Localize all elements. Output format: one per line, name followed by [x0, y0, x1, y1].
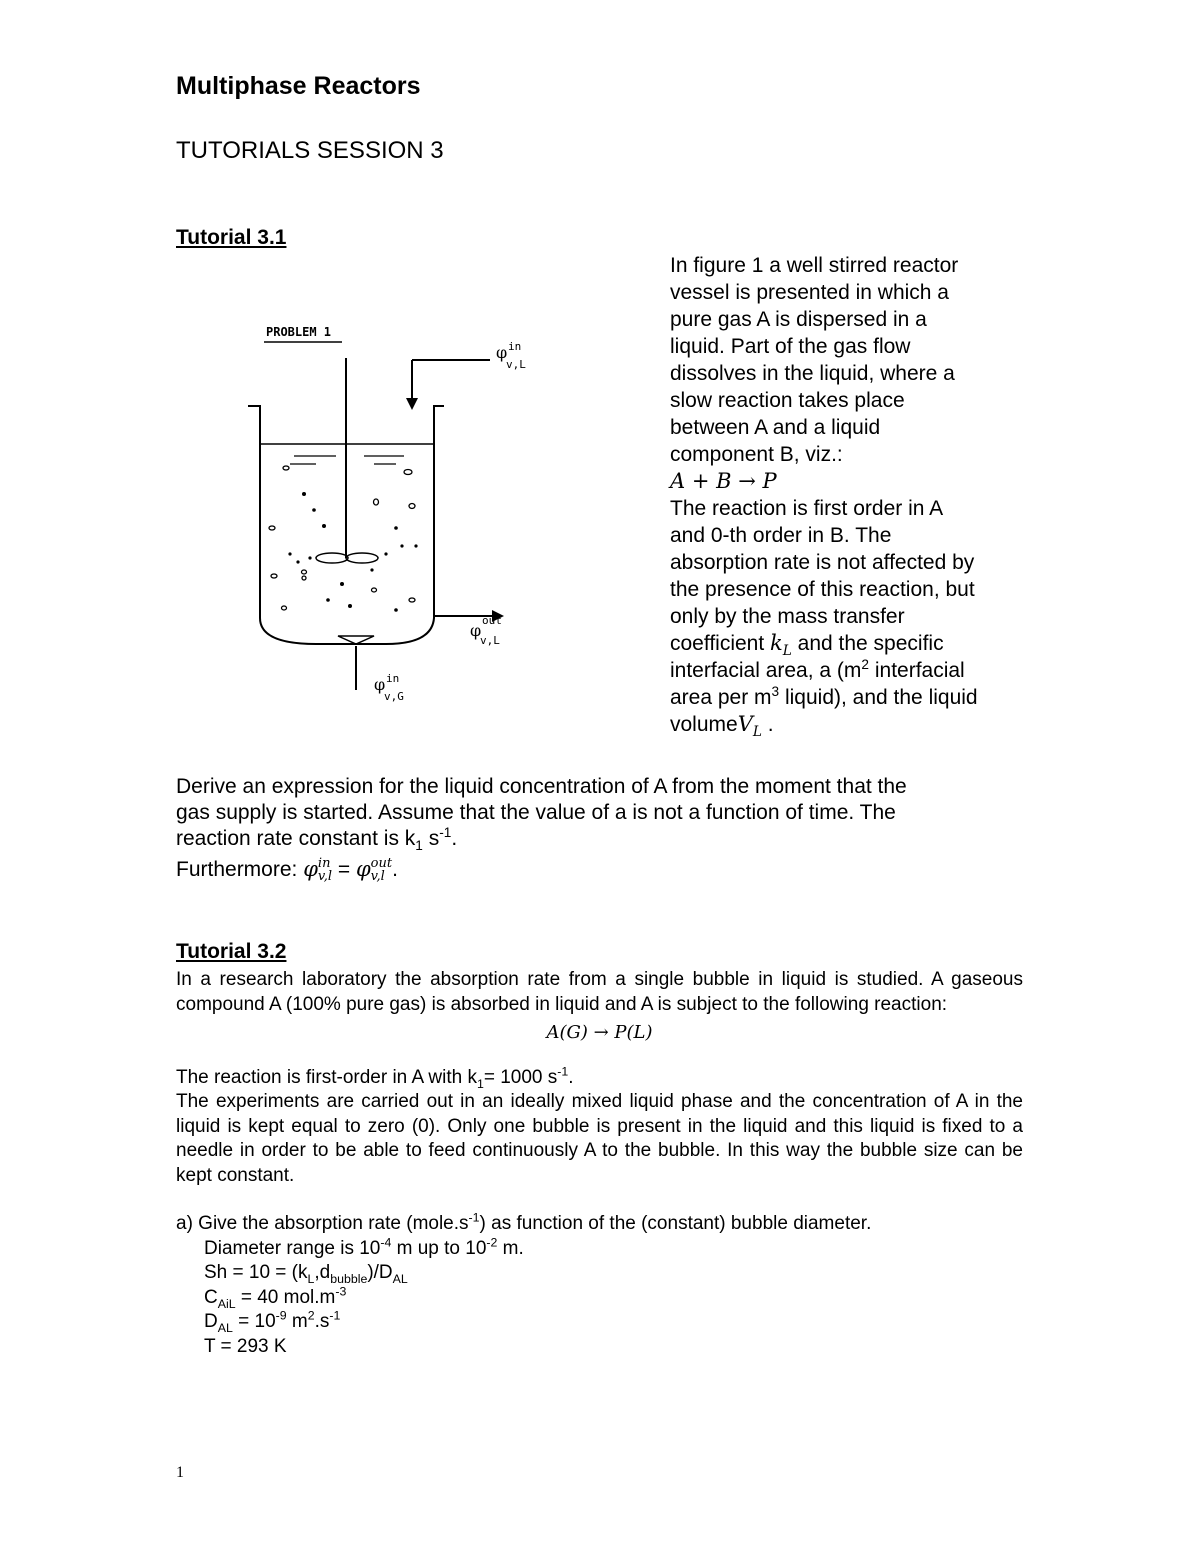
description-line: dissolves in the liquid, where a — [670, 362, 955, 385]
tutorial-3-1-task — [176, 774, 1026, 883]
document-title: Multiphase Reactors — [176, 72, 421, 100]
description-line: vessel is presented in which a — [670, 281, 949, 304]
description-line: absorption rate is not affected by — [670, 551, 975, 574]
description-line: The reaction is first order in A — [670, 497, 944, 520]
rate-constant-line: The reaction is first-order in A with $k_1= 1000$ $s^{-1}$. — [176, 1064, 574, 1091]
description-line: pure gas A is dispersed in a — [670, 308, 927, 331]
sherwood-number: $Sh = 10 = (k_L,d_{bubble})/D_{AL}$ — [204, 1262, 408, 1286]
tutorial-3-2-heading: Tutorial 3.2 — [176, 940, 287, 963]
description-line: only by the mass transfer — [670, 605, 905, 628]
task-line: Derive an expression for the liquid concentration of A from the moment that the — [176, 775, 907, 798]
svg-text:v,L: v,L — [506, 358, 526, 371]
diffusivity: $D_{AL} = 10^{-9}$ $m^2.s^{-1}$ — [204, 1308, 341, 1335]
svg-text:φ: φ — [496, 343, 508, 362]
interface-concentration: $C_{AiL} = 40$ $mol.m^{-3}$ — [204, 1284, 347, 1311]
dispersed-droplets — [288, 492, 417, 612]
gas-bubbles — [269, 466, 415, 610]
reaction-equation: A + B → P — [670, 469, 777, 493]
reaction-equation: A(G) → P(L) — [546, 1022, 653, 1043]
impeller-blade-right — [346, 553, 378, 563]
task-line: gas supply is started. Assume that the value of a is not a function of time. The — [176, 801, 896, 824]
description-line: liquid. Part of the gas flow — [670, 335, 911, 358]
svg-text:out: out — [482, 614, 502, 627]
furthermore-line: Furthermore: φ in v,l = φ out v,l . — [176, 856, 398, 885]
rate-constant-line: reaction rate constant is $k_1$ $s^{-1}$. — [176, 825, 458, 854]
diameter-range: Diameter range is $10^{-4}$ m up to $10^{-2}$ m. — [204, 1235, 524, 1259]
gas-sparger — [338, 636, 374, 644]
description-line: slow reaction takes place — [670, 389, 905, 412]
impeller-blade-left — [316, 553, 348, 563]
inlet-arrow — [406, 398, 418, 410]
intro-paragraph: In a research laboratory the absorption rate from a single bubble in liquid is studied. A gaseous compound A (100% pure gas) is absorbed in liquid and A is subject to the following reaction: — [176, 969, 1023, 1015]
svg-text:in: in — [386, 672, 400, 685]
tutorial-3-2-body — [176, 968, 1023, 1359]
svg-text:v,G: v,G — [384, 690, 404, 703]
temperature: T = 293 K — [204, 1335, 287, 1357]
tutorial-3-1-heading: Tutorial 3.1 — [176, 226, 287, 249]
experiment-paragraph: The experiments are carried out in an ideally mixed liquid phase and the concentration of A in the liquid is kept equal to zero (0). Only one bubble is present in the liquid and this liquid is fixed to a needle in order to be able to feed continuously A to the bubble. In this way the bubble size can be kept constant. — [176, 1091, 1023, 1186]
description-line: component B, viz.: — [670, 443, 843, 466]
reactor-diagram — [246, 318, 536, 718]
description-line: the presence of this reaction, but — [670, 578, 975, 601]
area-line: interfacial area, a ($m^2$ interfacial — [670, 657, 965, 682]
description-line: between A and a liquid — [670, 416, 881, 439]
session-title: TUTORIALS SESSION 3 — [176, 137, 444, 164]
description-line: In figure 1 a well stirred reactor — [670, 254, 959, 277]
svg-text:φ: φ — [374, 675, 386, 694]
coefficient-line: coefficient $k_L$ and the specific — [670, 631, 944, 660]
volume-line: volumeV$_L$ . — [670, 712, 774, 741]
svg-text:v,L: v,L — [480, 634, 500, 647]
area-line-2: area per $m^3$ liquid), and the liquid — [670, 684, 978, 709]
question-a: a) Give the absorption rate $(mole.s^{-1})$ as function of the (constant) bubble diameter. — [176, 1210, 872, 1234]
tutorial-3-1-description — [670, 252, 1040, 741]
svg-text:φ: φ — [470, 621, 482, 640]
description-line: and 0-th order in B. The — [670, 524, 892, 547]
page-number: 1 — [176, 1464, 184, 1481]
problem-label: PROBLEM 1 — [266, 325, 332, 339]
svg-text:in: in — [508, 340, 522, 353]
